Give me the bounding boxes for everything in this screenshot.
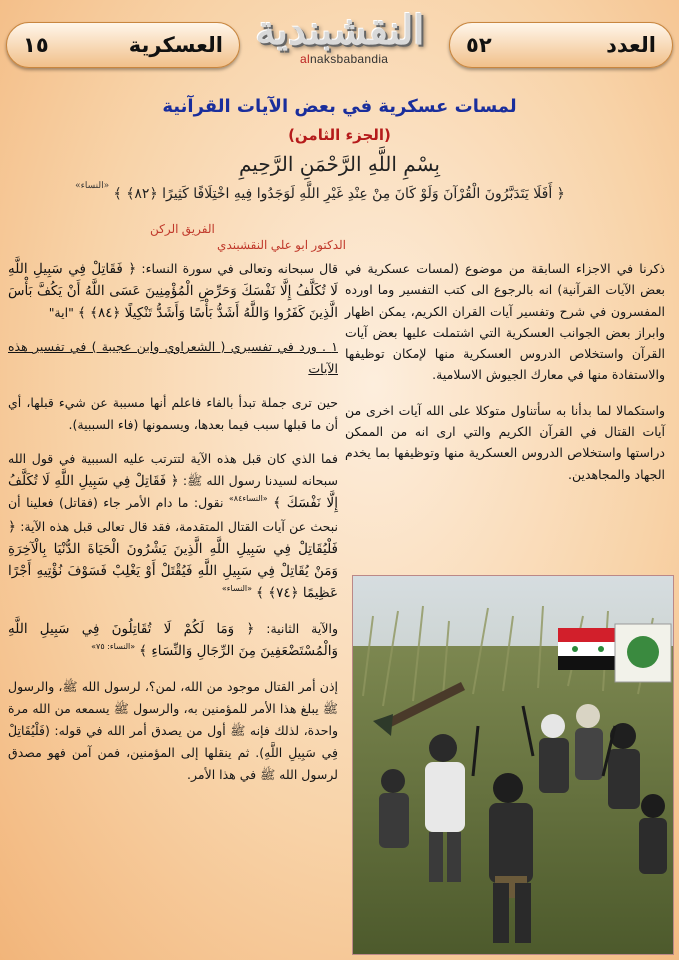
logo-subtitle: alnaksbabandia [300, 52, 389, 66]
quran-verse: ﴿ فَقَاتِلْ فِي سَبِيلِ اللَّهِ لَا تُكَلَّفُ إِلَّا نَفْسَكَ وَحَرِّضِ الْمُؤْمِنِينَ عَسَى اللَّهُ أَنْ يَكُفَّ بَأْسَ الَّذِينَ كَفَرُوا وَاللَّهُ أَشَدُّ بَأْسًا وَأَشَدُّ تَنْكِيلًا ﴿٨٤﴾ ﴾ [8, 261, 338, 321]
left-paragraph-intro: قال سبحانه وتعالى في سورة النساء: ﴿ فَقَاتِلْ فِي سَبِيلِ اللَّهِ لَا تُكَلَّفُ إِلَّا نَفْسَكَ وَحَرِّضِ الْمُؤْمِنِينَ عَسَى اللَّهُ أَنْ يَكُفَّ بَأْسَ الَّذِينَ كَفَرُوا وَاللَّهُ أَشَدُّ بَأْسًا وَأَشَدُّ تَنْكِيلًا ﴿٨٤﴾ ﴾ "اية" [8, 261, 338, 321]
fighter [575, 704, 603, 780]
right-paragraph: واستكمالا لما بدأنا به سأتناول متوكلا على الله آيات اخرى من آيات القتال في القرآن الكريم والتي ارى انه من الممكن دراستها واستخلاص الدروس العسكرية منها وتوظيفها بما يخدم الجهاد والمجاهدين. [345, 402, 665, 482]
left-paragraph: والآية الثانية: ﴿ وَمَا لَكُمْ لَا تُقَاتِلُونَ فِي سَبِيلِ اللَّهِ وَالْمُسْتَضْعَفِينَ مِنَ الرِّجَالِ وَالنِّسَاءِ ﴾ $^{«النساء: ٧٥»}$ [8, 621, 338, 659]
right-paragraph: ذكرنا في الاجزاء السابقة من موضوع (لمسات عسكرية في بعض الآيات القرآنية) انه بالرجوع الى كتب التفسير وما اورده المفسرون في شرح وتفسير آيات القران الكريم، يمكن اظهار وابراز بعض الجوانب العسكرية التي اشتملت عليها بعض آيات القرآن واستخلاص الدروس العسكرية منها لإمكان توظيفها والاستفادة منها في معارك الجيوش الاسلامية. [345, 261, 665, 383]
issue-badge [449, 22, 673, 68]
logo-title: النقشبندية [255, 7, 425, 54]
page-header [0, 0, 679, 80]
fighters-photo-image [353, 576, 673, 954]
fighter [639, 794, 667, 874]
section-label: العسكرية [128, 33, 223, 57]
left-paragraph: حين ترى جملة تبدأ بالفاء فاعلم أنها مسببة عن شيء قبلها، أي أن ما قبلها سبب فيما بعدها، ويسمونها (فاء السببية). [8, 395, 338, 432]
flag [558, 628, 618, 670]
author-name: الدكتور ابو علي النقشبندي [217, 238, 346, 252]
quran-verse: ﴿ فَقَاتِلْ فِي سَبِيلِ اللَّهِ لَا تُكَلَّفُ إِلَّا نَفْسَكَ ﴾ [8, 473, 338, 511]
left-paragraph: إذن أمر القتال موجود من الله، لمن؟، لرسول الله ﷺ، والرسول ﷺ يبلغ هذا الأمر للمؤمنين به، والرسول ﷺ يسمعه من الله مرة واحدة، لذلك فإنه ﷺ أول من يصدق أمر الله في قوله: (فَلْيُقَاتِلْ فِي سَبِيلِ اللَّهِ). ثم ينقلها إلى المؤمنين، فمن آمن فهو مصدق لرسول الله ﷺ في هذا الأمر. [8, 679, 338, 782]
magazine-logo [240, 8, 440, 74]
author-rank: الفريق الركن [150, 222, 215, 236]
opening-verse [40, 181, 600, 202]
section-heading: ١ . ورد في تفسيري ( الشعراوي وابن عجيبة ) في تفسير هذه الآيات [8, 339, 338, 376]
basmala: بِسْمِ اللَّهِ الرَّحْمَنِ الرَّحِيمِ [238, 152, 440, 176]
opening-verse-ref: «النساء» [75, 181, 110, 191]
article-title: لمسات عسكرية في بعض الآيات القرآنية [162, 96, 517, 117]
fighter [539, 714, 569, 793]
fighter [379, 769, 409, 848]
left-paragraph: فما الذي كان قبل هذه الآية لتترتب عليه السببية في قول الله سبحانه لسيدنا رسول الله ﷺ: ﴿ فَقَاتِلْ فِي سَبِيلِ اللَّهِ لَا تُكَلَّفُ إِلَّا نَفْسَكَ ﴾ $^{«النساء٨٤»}$ نقول: ما دام الأمر جاء (فقاتل) فعلينا أن نبحث عن آيات القتال المتقدمة، فقد قال تعالى قبل هذه الآية: ﴿ فَلْيُقَاتِلْ فِي سَبِيلِ اللَّهِ الَّذِينَ يَشْرُونَ الْحَيَاةَ الدُّنْيَا بِالْآخِرَةِ وَمَنْ يُقَاتِلْ فِي سَبِيلِ اللَّهِ فَيُقْتَلْ أَوْ يَغْلِبْ فَسَوْفَ نُؤْتِيهِ أَجْرًا عَظِيمًا ﴿٧٤﴾ ﴾ $^{«النساء»}$ [8, 451, 339, 601]
opening-verse-text: ﴿ أَفَلَا يَتَدَبَّرُونَ الْقُرْآنَ وَلَوْ كَانَ مِنْ عِنْدِ غَيْرِ اللَّهِ لَوَجَدُوا فِيهِ اخْتِلَافًا كَثِيرًا ﴿٨٢﴾ ﴾ [113, 186, 565, 202]
quran-verse: ﴿ فَلْيُقَاتِلْ فِي سَبِيلِ اللَّهِ الَّذِينَ يَشْرُونَ الْحَيَاةَ الدُّنْيَا بِالْآخِرَةِ وَمَنْ يُقَاتِلْ فِي سَبِيلِ اللَّهِ فَيُقْتَلْ أَوْ يَغْلِبْ فَسَوْفَ نُؤْتِيهِ أَجْرًا عَظِيمًا ﴿٧٤﴾ ﴾ [8, 519, 338, 601]
article-subtitle: (الجزء الثامن) [288, 126, 391, 144]
issue-number: ٥٢ [466, 33, 492, 57]
issue-label: العدد [606, 33, 656, 57]
quran-verse: ﴿ وَمَا لَكُمْ لَا تُقَاتِلُونَ فِي سَبِيلِ اللَّهِ وَالْمُسْتَضْعَفِينَ مِنَ الرِّجَالِ وَالنِّسَاءِ ﴾ [8, 621, 338, 659]
right-column [345, 258, 665, 499]
fighters-photo [352, 575, 674, 955]
page-number: ١٥ [23, 33, 49, 57]
section-badge [6, 22, 240, 68]
left-column [8, 258, 338, 798]
